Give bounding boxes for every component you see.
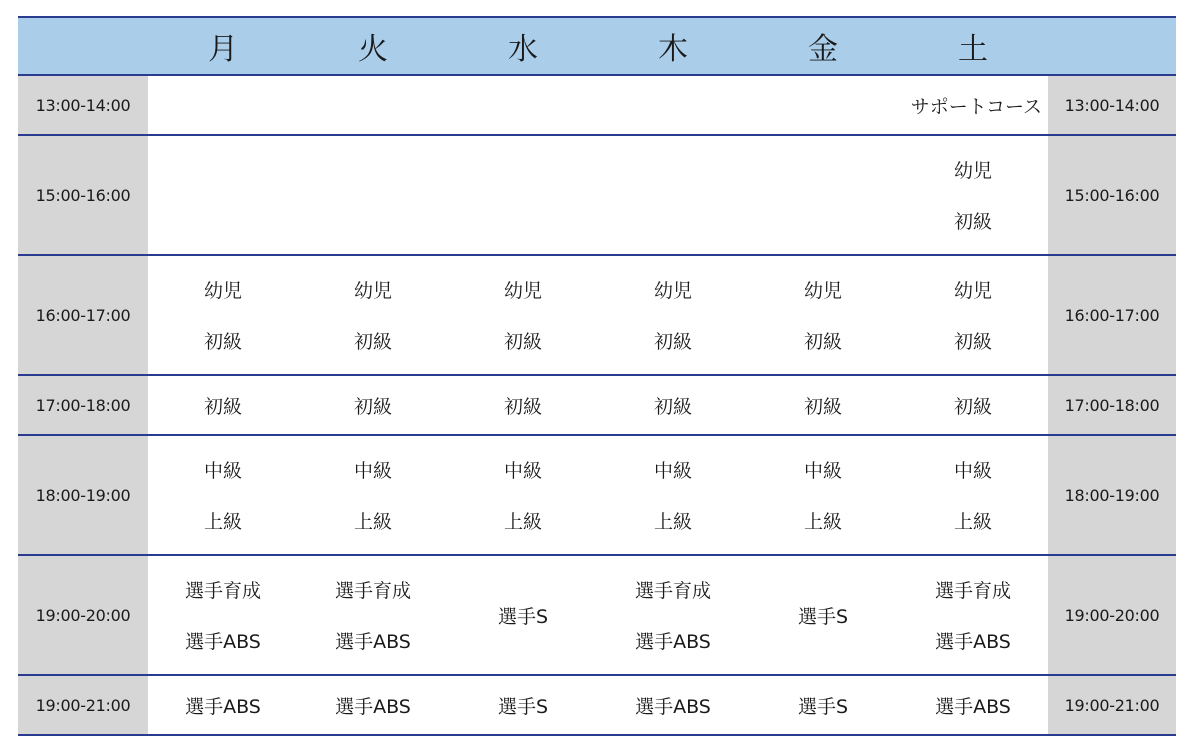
class-label: 初級: [953, 331, 992, 353]
cell-tue: [298, 256, 448, 374]
time-left: 16:00-17:00: [18, 256, 148, 374]
class-label: 選手S: [497, 605, 549, 628]
day-thu: 木: [658, 32, 688, 67]
cell-thu: [598, 376, 748, 434]
cell-thu: [598, 256, 748, 374]
cell-mon: [148, 376, 298, 434]
class-label: 選手S: [797, 695, 849, 718]
class-label: 幼児: [953, 160, 992, 182]
support-course-cell: [148, 76, 1048, 134]
header-row: [18, 16, 1176, 76]
header-spacer-left: [18, 18, 148, 74]
empty-span: [148, 136, 898, 254]
cell-fri: [748, 676, 898, 734]
cell-mon: [148, 256, 298, 374]
time-left: 19:00-20:00: [18, 556, 148, 674]
day-wed: 水: [508, 32, 538, 67]
class-label: 選手ABS: [635, 631, 711, 653]
cell-thu: [598, 436, 748, 554]
cell-mon: [148, 556, 298, 674]
class-label: 初級: [653, 395, 692, 418]
class-label: 中級: [353, 460, 392, 482]
class-label: 選手S: [797, 605, 849, 628]
class-label: 初級: [803, 331, 842, 353]
row-1600: [18, 256, 1176, 376]
cell-tue: [298, 376, 448, 434]
class-label: 選手ABS: [335, 631, 411, 653]
cell-thu: [598, 676, 748, 734]
class-label: 上級: [803, 511, 842, 533]
class-label: 中級: [203, 460, 242, 482]
time-left: 13:00-14:00: [18, 76, 148, 134]
class-label: 上級: [953, 511, 992, 533]
header-spacer-right: [1048, 18, 1176, 74]
class-label: 選手ABS: [335, 695, 411, 718]
day-mon: 月: [208, 32, 238, 67]
class-label: 中級: [803, 460, 842, 482]
class-label: 選手ABS: [935, 631, 1011, 653]
class-label: 中級: [953, 460, 992, 482]
row-1900: [18, 676, 1176, 736]
class-label: 幼児: [653, 280, 692, 302]
day-fri: 金: [808, 32, 838, 67]
class-label: 選手ABS: [185, 631, 261, 653]
time-right: 15:00-16:00: [1048, 136, 1176, 254]
time-right: 17:00-18:00: [1048, 376, 1176, 434]
cell-tue: [298, 676, 448, 734]
class-label: 幼児: [503, 280, 542, 302]
cell-mon: [148, 436, 298, 554]
cell-fri: [748, 556, 898, 674]
row-1900: [18, 556, 1176, 676]
class-label: 幼児: [203, 280, 242, 302]
row-1300: [18, 76, 1176, 136]
class-label: 上級: [653, 511, 692, 533]
row-1800: [18, 436, 1176, 556]
class-label: 選手ABS: [635, 695, 711, 718]
cell-sat: [898, 676, 1048, 734]
day-sat: 土: [958, 32, 988, 67]
class-label: 選手育成: [184, 580, 261, 602]
time-left: 19:00-21:00: [18, 676, 148, 734]
cell-wed: [448, 376, 598, 434]
class-label: 選手ABS: [935, 695, 1011, 718]
cell-sat: [898, 436, 1048, 554]
cell-mon: [148, 676, 298, 734]
class-label: 初級: [953, 211, 992, 233]
class-label: 上級: [353, 511, 392, 533]
class-label: 選手育成: [934, 580, 1011, 602]
class-label: 初級: [203, 331, 242, 353]
cell-sat: [898, 136, 1048, 254]
cell-thu: [598, 556, 748, 674]
class-label: 初級: [503, 395, 542, 418]
cell-wed: [448, 676, 598, 734]
class-label: 初級: [503, 331, 542, 353]
class-label: 選手育成: [634, 580, 711, 602]
schedule-table: [18, 16, 1176, 736]
class-label: 初級: [953, 395, 992, 418]
cell-tue: [298, 436, 448, 554]
time-right: 13:00-14:00: [1048, 76, 1176, 134]
cell-sat: [898, 256, 1048, 374]
class-label: 中級: [653, 460, 692, 482]
cell-fri: [748, 376, 898, 434]
time-right: 19:00-21:00: [1048, 676, 1176, 734]
class-label: 初級: [203, 395, 242, 418]
cell-fri: [748, 436, 898, 554]
time-left: 18:00-19:00: [18, 436, 148, 554]
cell-tue: [298, 556, 448, 674]
class-label: 初級: [653, 331, 692, 353]
day-tue: 火: [358, 32, 388, 67]
time-right: 16:00-17:00: [1048, 256, 1176, 374]
class-label: 初級: [803, 395, 842, 418]
cell-wed: [448, 436, 598, 554]
cell-wed: [448, 256, 598, 374]
time-left: 17:00-18:00: [18, 376, 148, 434]
class-label: 初級: [353, 331, 392, 353]
class-label: 上級: [503, 511, 542, 533]
class-label: 初級: [353, 395, 392, 418]
row-1500: [18, 136, 1176, 256]
class-label: 中級: [503, 460, 542, 482]
class-label: 幼児: [953, 280, 992, 302]
class-label: サポートコース: [910, 95, 1042, 118]
class-label: 上級: [203, 511, 242, 533]
time-left: 15:00-16:00: [18, 136, 148, 254]
class-label: 選手ABS: [185, 695, 261, 718]
cell-sat: [898, 376, 1048, 434]
time-right: 19:00-20:00: [1048, 556, 1176, 674]
time-right: 18:00-19:00: [1048, 436, 1176, 554]
class-label: 幼児: [803, 280, 842, 302]
cell-fri: [748, 256, 898, 374]
cell-sat: [898, 556, 1048, 674]
class-label: 選手S: [497, 695, 549, 718]
class-label: 幼児: [353, 280, 392, 302]
class-label: 選手育成: [334, 580, 411, 602]
cell-wed: [448, 556, 598, 674]
row-1700: [18, 376, 1176, 436]
